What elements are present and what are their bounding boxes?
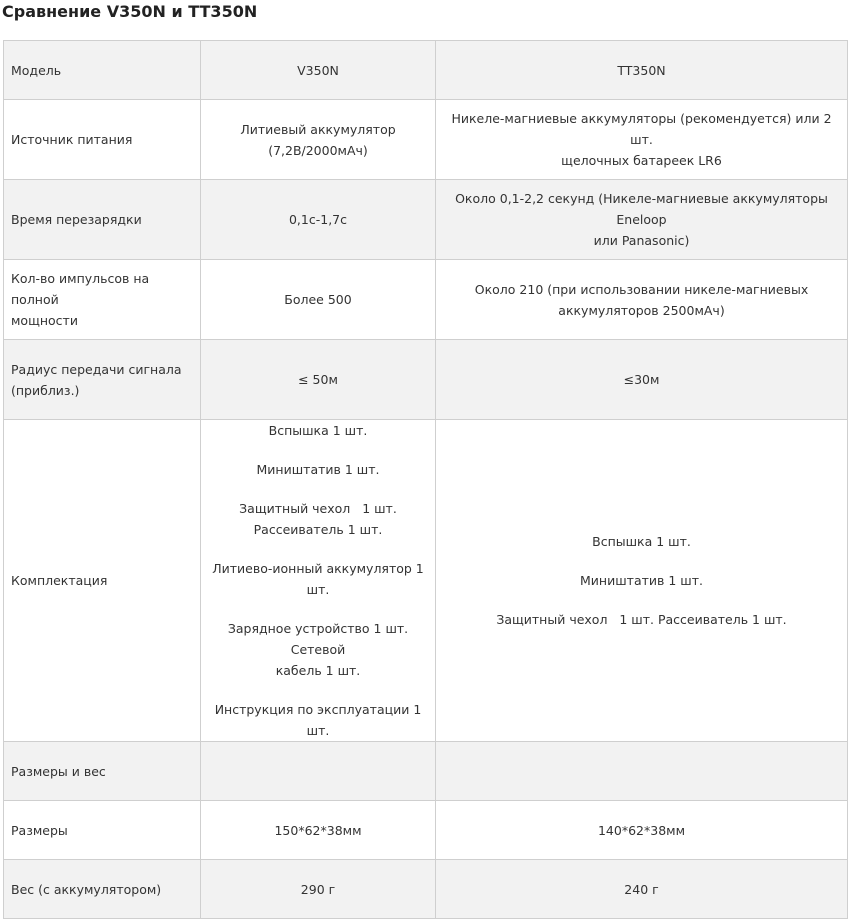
cell-v350n-signal-range: ≤ 50м xyxy=(201,340,436,420)
cell-tt350n-weight: 240 г xyxy=(436,860,848,919)
row-label-signal-range: Радиус передачи сигнала (приблиз.) xyxy=(4,340,201,420)
row-label-kit: Комплектация xyxy=(4,420,201,742)
row-label-flash-count: Кол-во импульсов на полной мощности xyxy=(4,260,201,340)
table-row-recycle-time xyxy=(4,180,848,260)
kit-item: Защитный чехол 1 шт. Рассеиватель 1 шт. xyxy=(239,501,397,537)
cell-tt350n-size-weight xyxy=(436,742,848,801)
kit-item: Миништатив 1 шт. xyxy=(256,462,380,477)
column-header-tt350n: TT350N xyxy=(436,41,848,100)
cell-tt350n-recycle-time: Около 0,1-2,2 секунд (Никеле-магниевые аккумуляторы Eneloop или Panasonic) xyxy=(436,180,848,260)
row-label-recycle-time: Время перезарядки xyxy=(4,180,201,260)
table-row-flash-count xyxy=(4,260,848,340)
kit-item: Вспышка 1 шт. xyxy=(592,534,691,549)
table-row-signal-range xyxy=(4,340,848,420)
row-label-dimensions: Размеры xyxy=(4,801,201,860)
cell-tt350n-signal-range: ≤30м xyxy=(436,340,848,420)
row-label-model: Модель xyxy=(4,41,201,100)
column-header-v350n: V350N xyxy=(201,41,436,100)
table-row-size-weight-section xyxy=(4,742,848,801)
cell-v350n-weight: 290 г xyxy=(201,860,436,919)
table-row-model xyxy=(4,41,848,100)
cell-tt350n-power-source: Никеле-магниевые аккумуляторы (рекомендуется) или 2 шт. щелочных батареек LR6 xyxy=(436,100,848,180)
row-label-size-weight: Размеры и вес xyxy=(4,742,201,801)
row-label-power-source: Источник питания xyxy=(4,100,201,180)
cell-tt350n-kit xyxy=(436,420,848,742)
table-row-power-source xyxy=(4,100,848,180)
cell-v350n-flash-count: Более 500 xyxy=(201,260,436,340)
cell-v350n-dimensions: 150*62*38мм xyxy=(201,801,436,860)
kit-item: Защитный чехол 1 шт. Рассеиватель 1 шт. xyxy=(496,612,787,627)
kit-item: Миништатив 1 шт. xyxy=(580,573,703,588)
cell-v350n-size-weight xyxy=(201,742,436,801)
table-row-dimensions xyxy=(4,801,848,860)
cell-v350n-recycle-time: 0,1с-1,7с xyxy=(201,180,436,260)
kit-item: Вспышка 1 шт. xyxy=(268,423,368,438)
page-title: Сравнение V350N и TT350N xyxy=(2,2,258,21)
kit-item: Инструкция по эксплуатации 1 шт. xyxy=(214,702,422,738)
cell-v350n-power-source: Литиевый аккумулятор (7,2В/2000мАч) xyxy=(201,100,436,180)
row-label-weight: Вес (с аккумулятором) xyxy=(4,860,201,919)
table-row-weight xyxy=(4,860,848,919)
kit-item: Зарядное устройство 1 шт. Сетевой кабель 1 шт. xyxy=(227,621,409,678)
cell-v350n-kit xyxy=(201,420,436,742)
cell-tt350n-dimensions: 140*62*38мм xyxy=(436,801,848,860)
table-row-kit xyxy=(4,420,848,742)
cell-tt350n-flash-count: Около 210 (при использовании никеле-магниевых аккумуляторов 2500мАч) xyxy=(436,260,848,340)
kit-item: Литиево-ионный аккумулятор 1 шт. xyxy=(212,561,424,597)
comparison-table xyxy=(3,40,848,919)
